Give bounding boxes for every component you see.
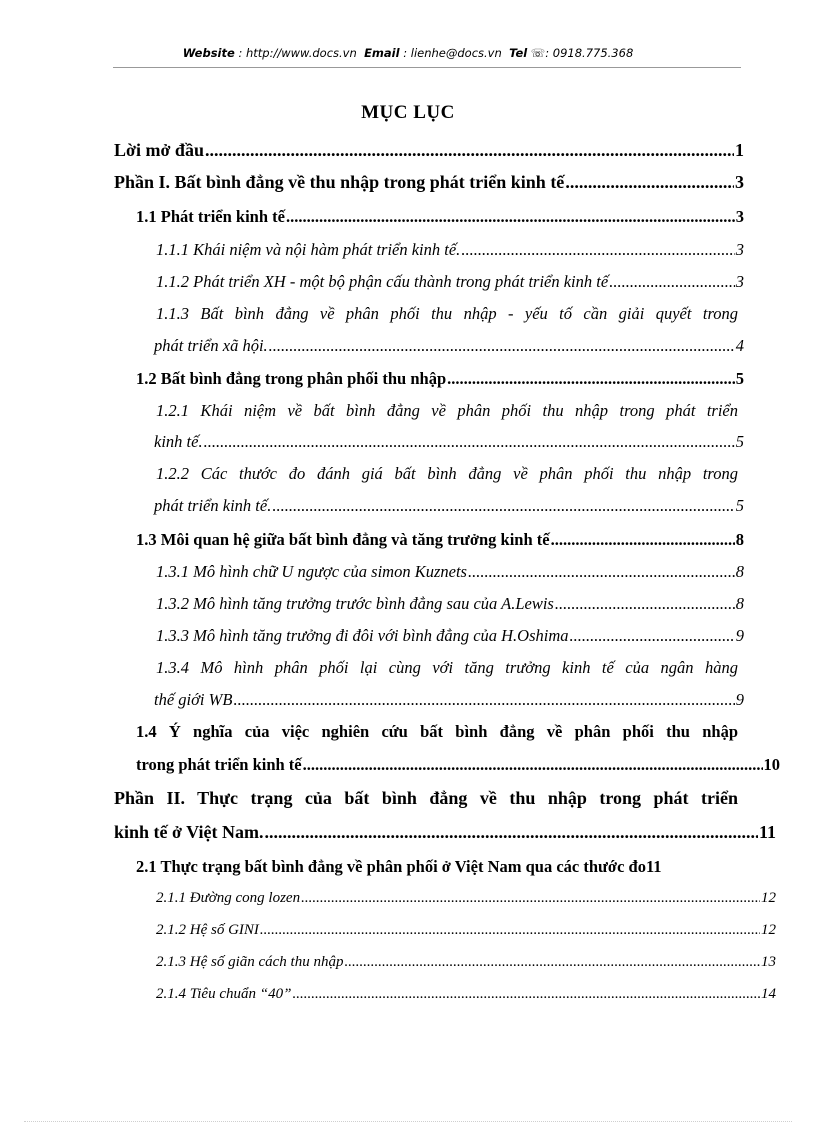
toc-entry[interactable]: [114, 822, 776, 843]
toc-entry[interactable]: [136, 207, 744, 227]
toc-entry[interactable]: [156, 272, 744, 292]
toc-page-number: 10: [763, 755, 780, 774]
toc-page-number: 9: [735, 690, 744, 709]
toc-entry-text: 1.3 Môi quan hệ giữa bất bình đẳng và tăng trưởng kinh tế: [136, 530, 550, 549]
toc-entry[interactable]: [136, 857, 780, 877]
toc-entry-line[interactable]: 1.2.2 Các thước đo đánh giá bất bình đẳng về phân phối thu nhập trong: [156, 464, 738, 483]
page-title: MỤC LỤC: [361, 102, 455, 123]
toc-entry[interactable]: [114, 140, 744, 161]
toc-leader: [233, 690, 734, 710]
toc-entry-text: kinh tế ở Việt Nam.: [114, 822, 264, 842]
toc-leader: [303, 755, 763, 775]
toc-entry-text: 1.3.3 Mô hình tăng trưởng đi đôi với bình đẳng của H.Oshima: [156, 626, 569, 645]
toc-page-number: 1: [735, 140, 744, 160]
toc-entry[interactable]: [154, 336, 744, 356]
toc-entry-line[interactable]: 1.4 Ý nghĩa của việc nghiên cứu bất bình đẳng về phân phối thu nhập: [136, 722, 738, 741]
telephone-icon: ☏: [530, 46, 546, 60]
toc-page-number: 14: [761, 986, 776, 1002]
toc-entry-text: 1.2 Bất bình đẳng trong phân phối thu nhập: [136, 369, 447, 388]
toc-leader: [555, 594, 735, 614]
toc-page-number: 9: [735, 626, 744, 645]
toc-leader: [204, 432, 735, 452]
toc-entry-text: 1.1.1 Khái niệm và nội hàm phát triển kinh tế.: [156, 240, 461, 259]
website-label: Website: [182, 46, 235, 60]
toc-entry[interactable]: [156, 890, 776, 907]
toc-page-number: 11: [758, 822, 776, 842]
toc-entry[interactable]: [156, 986, 776, 1003]
toc-entry[interactable]: [136, 530, 744, 550]
toc-page-number: 3: [735, 272, 744, 291]
toc-entry-text: phát triển xã hội.: [154, 336, 268, 355]
toc-entry-line[interactable]: 1.3.4 Mô hình phân phối lại cùng với tăng trưởng kinh tế của ngân hàng: [156, 658, 738, 677]
page-header: [0, 46, 816, 60]
page-bottom-divider: [24, 1121, 792, 1122]
toc-entry-text: trong phát triển kinh tế: [136, 755, 302, 774]
toc-entry-text: Phần I. Bất bình đẳng về thu nhập trong phát triển kinh tế: [114, 172, 565, 192]
toc-entry-text: 2.1.3 Hệ số giãn cách thu nhập: [156, 954, 344, 970]
toc-page-number: 12: [761, 922, 776, 938]
toc-page-number: 8: [735, 530, 744, 549]
toc-page-number: 5: [735, 496, 744, 515]
toc-entry-text: 2.1.2 Hệ số GINI: [156, 922, 259, 938]
toc-leader: [551, 530, 735, 550]
toc-leader: [447, 369, 735, 389]
toc-leader: [461, 240, 734, 260]
toc-leader: [260, 922, 760, 939]
toc-page-number: 4: [735, 336, 744, 355]
toc-entry-text: 2.1.4 Tiêu chuẩn “40”: [156, 986, 292, 1002]
toc-leader: [344, 954, 760, 971]
email-value: : lienhe@docs.vn: [403, 46, 502, 60]
toc-entry[interactable]: [156, 922, 776, 939]
toc-entry[interactable]: [154, 690, 744, 710]
toc-entry-text: 1.3.1 Mô hình chữ U ngược của simon Kuznets: [156, 562, 467, 581]
toc-entry-text: thế giới WB: [154, 690, 233, 709]
toc-page-number: 8: [735, 594, 744, 613]
toc-entry-text: Lời mở đầu: [114, 140, 204, 160]
toc-page-number: 5: [735, 369, 744, 388]
toc-leader: [264, 822, 758, 843]
toc-leader: [292, 986, 760, 1003]
toc-page-number: 3: [735, 207, 744, 226]
toc-page-number: 12: [761, 890, 776, 906]
toc-page-number: 11: [645, 857, 662, 876]
toc-page-number: 3: [735, 172, 744, 192]
toc-leader: [272, 496, 734, 516]
toc-leader: [286, 207, 735, 227]
toc-leader: [565, 172, 734, 193]
toc-leader: [609, 272, 735, 292]
toc-entry-text: 2.1.1 Đường cong lozen: [156, 890, 301, 906]
email-label: Email: [364, 46, 400, 60]
toc-page-number: 5: [735, 432, 744, 451]
tel-label: Tel: [509, 46, 528, 60]
website-value: : http://www.docs.vn: [238, 46, 357, 60]
toc-leader: [269, 336, 735, 356]
toc-entry-text: 1.1 Phát triển kinh tế: [136, 207, 285, 226]
toc-entry-line[interactable]: Phần II. Thực trạng của bất bình đẳng về thu nhập trong phát triển: [114, 788, 738, 808]
toc-entry[interactable]: [156, 594, 744, 614]
toc-entry[interactable]: [136, 755, 780, 775]
toc-entry[interactable]: [136, 369, 744, 389]
toc-leader: [570, 626, 735, 646]
toc-leader: [468, 562, 735, 582]
toc-entry[interactable]: [156, 954, 776, 971]
toc-entry-line[interactable]: 1.2.1 Khái niệm về bất bình đẳng về phân phối thu nhập trong phát triển: [156, 401, 738, 420]
toc-entry[interactable]: [154, 496, 744, 516]
toc-page-number: 3: [735, 240, 744, 259]
toc-leader: [205, 140, 734, 161]
toc-entry-text: kinh tế.: [154, 432, 203, 451]
toc-entry[interactable]: [156, 240, 744, 260]
toc-entry-text: 1.3.2 Mô hình tăng trưởng trước bình đẳng sau của A.Lewis: [156, 594, 554, 613]
header-divider: [113, 67, 741, 68]
toc-page-number: 13: [761, 954, 776, 970]
toc-entry-text: 1.1.2 Phát triển XH - một bộ phận cấu thành trong phát triển kinh tế: [156, 272, 609, 291]
toc-entry[interactable]: [114, 172, 744, 193]
tel-value: : 0918.775.368: [545, 46, 634, 60]
toc-entry-line[interactable]: 1.1.3 Bất bình đẳng về phân phối thu nhập - yếu tố cần giải quyết trong: [156, 304, 738, 323]
toc-entry[interactable]: [154, 432, 744, 452]
toc-entry-text: 2.1 Thực trạng bất bình đẳng về phân phối ở Việt Nam qua các thước đo: [136, 857, 646, 876]
toc-page-number: 8: [735, 562, 744, 581]
toc-entry-text: phát triển kinh tế.: [154, 496, 272, 515]
toc-entry[interactable]: [156, 626, 744, 646]
toc-entry[interactable]: [156, 562, 744, 582]
toc-leader: [301, 890, 760, 907]
